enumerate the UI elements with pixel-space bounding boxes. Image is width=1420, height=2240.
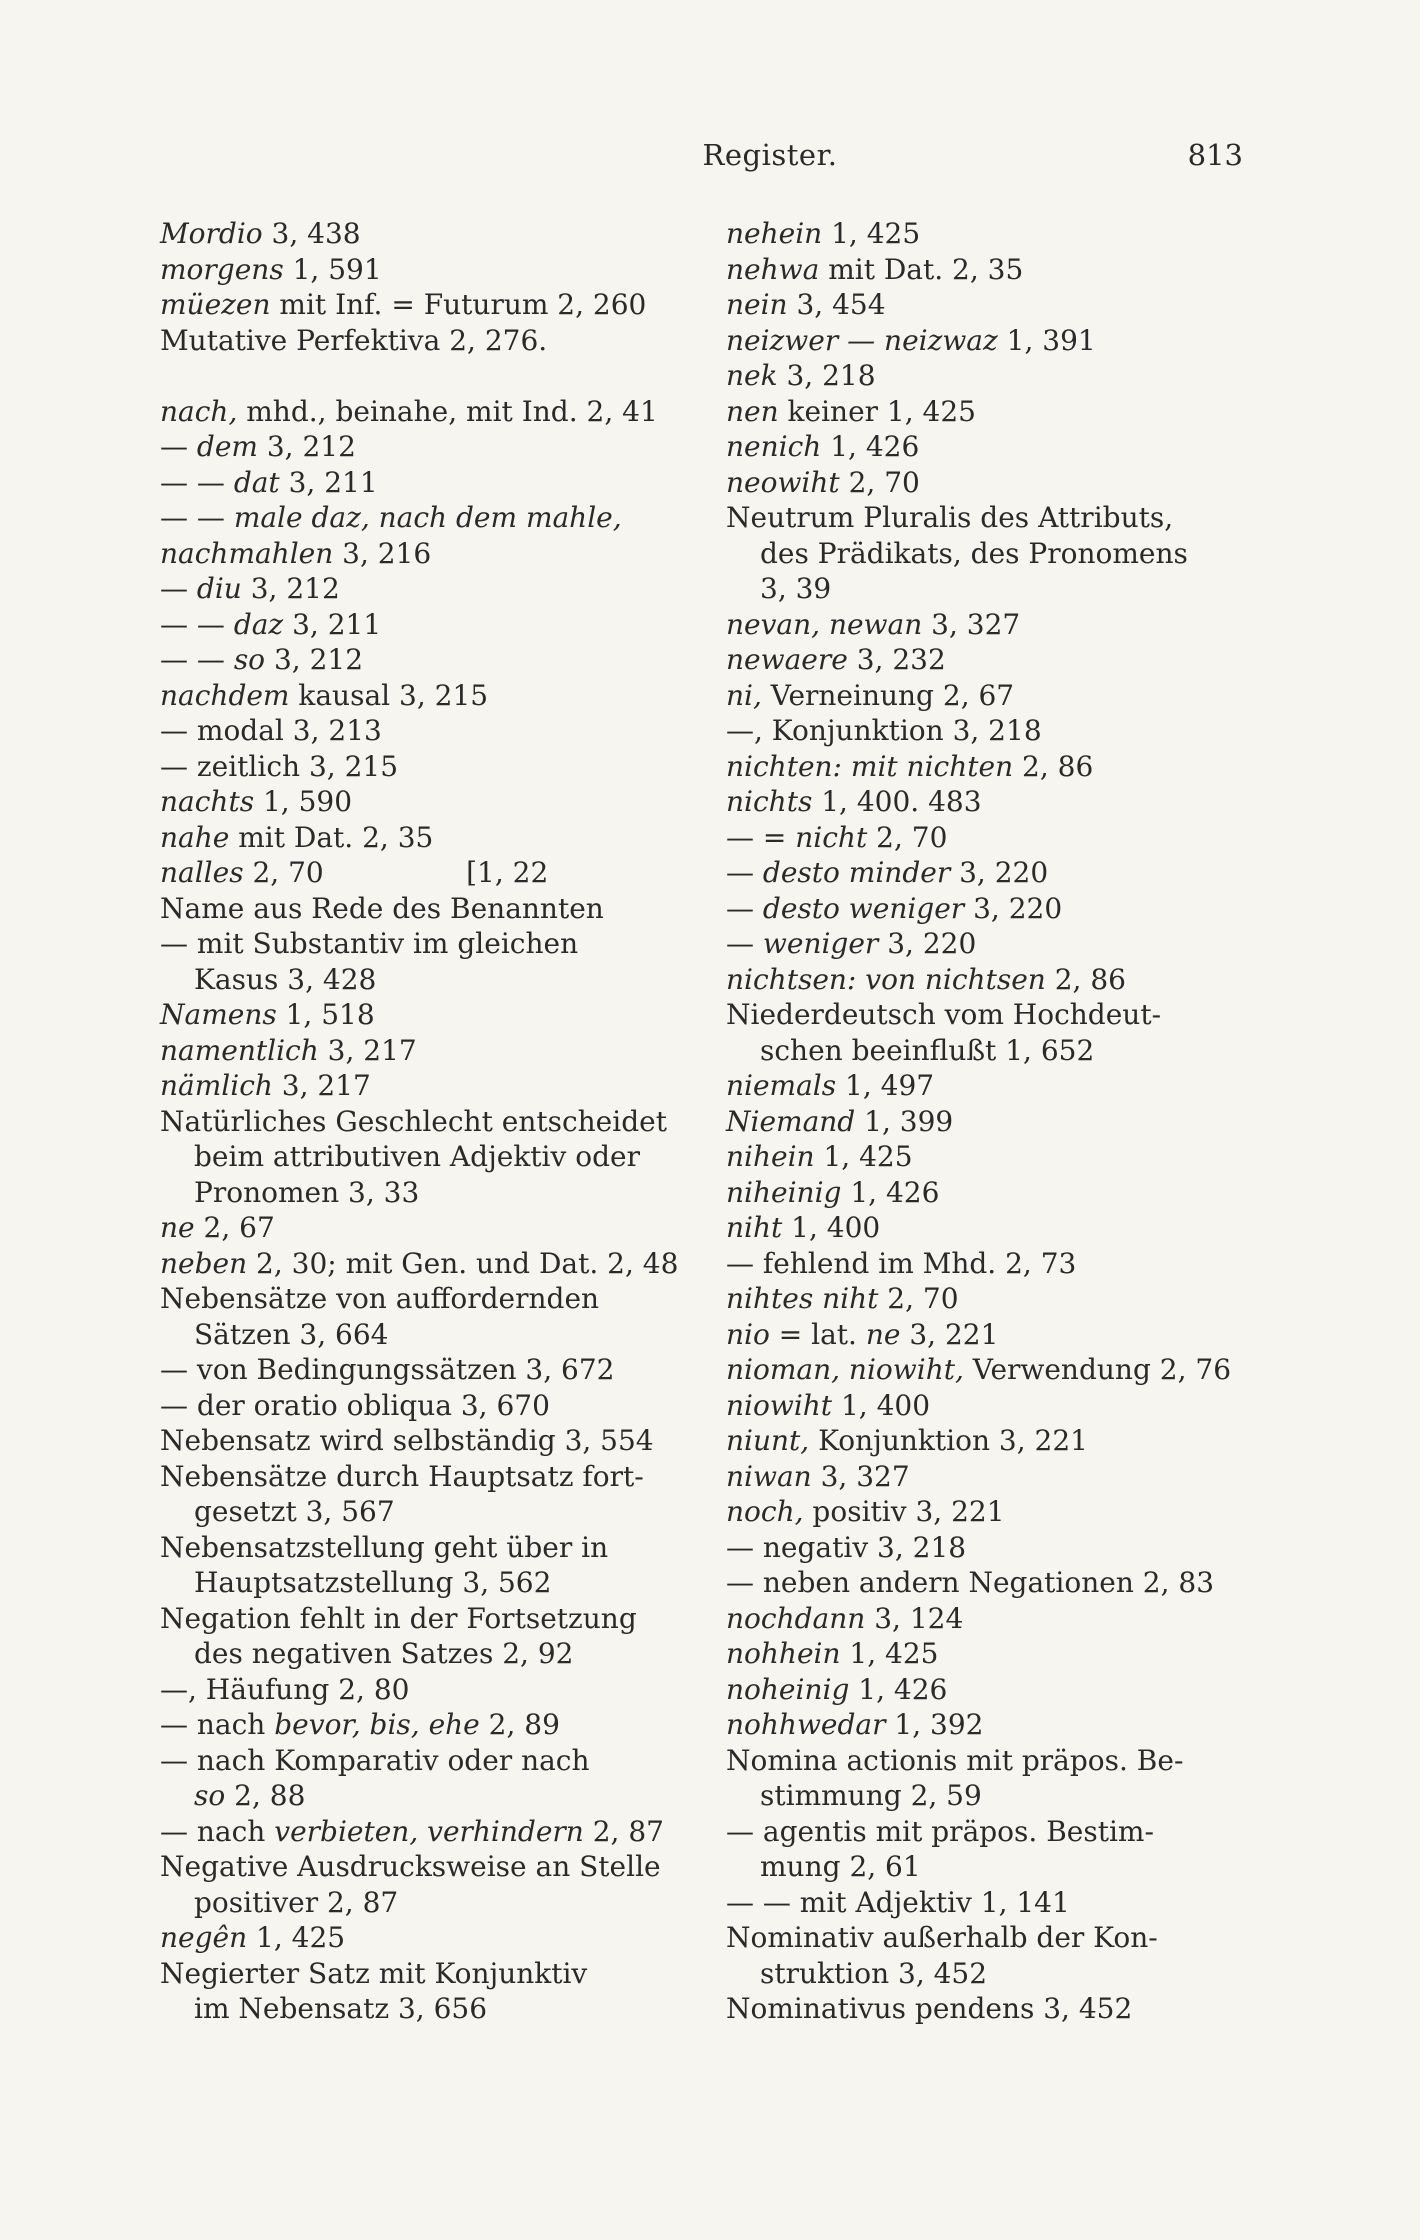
index-text: 2, 70 [1, 22 [243, 856, 549, 889]
index-line [160, 1956, 676, 1992]
index-text: 3, 212 [241, 572, 340, 605]
index-line [160, 252, 676, 288]
index-text: — nach [160, 1708, 275, 1741]
index-text: Konjunktion 3, 221 [809, 1424, 1088, 1457]
index-text: Name aus Rede des Benannten [160, 891, 604, 925]
index-line [726, 1281, 1244, 1317]
index-line [160, 500, 676, 536]
index-term: nachmahlen [160, 536, 334, 570]
index-line [726, 1707, 1244, 1743]
index-text: 3, 124 [865, 1601, 964, 1635]
index-line [160, 642, 676, 678]
index-text: schen beeinflußt 1, 652 [760, 1033, 1095, 1067]
index-term: nioman, niowiht, [726, 1353, 964, 1386]
index-text: 3, 211 [283, 607, 382, 641]
index-text: Negative Ausdrucksweise an Stelle [160, 1850, 661, 1883]
index-text: Natürliches Geschlecht entscheidet [160, 1104, 667, 1138]
index-term: nachdem [160, 678, 290, 712]
index-text: — mit Substantiv im gleichen [160, 927, 579, 960]
index-text: struktion 3, 452 [760, 1956, 988, 1990]
index-line [160, 536, 676, 572]
index-term: noheinig [726, 1672, 850, 1706]
index-line [726, 855, 1244, 891]
index-text: 3, 39 [760, 572, 832, 605]
index-term: nicht [795, 820, 868, 854]
index-text: mit Inf. = Futurum 2, 260 [270, 288, 647, 321]
index-line [726, 536, 1244, 572]
index-term: neizwer — neizwaz [726, 323, 998, 357]
index-term: neowiht [726, 465, 840, 499]
index-text: keiner 1, 425 [778, 394, 976, 428]
index-line [726, 1388, 1244, 1424]
index-term: namentlich [160, 1033, 319, 1067]
index-line [726, 1459, 1244, 1495]
index-term: nehein [726, 217, 823, 250]
index-term: niunt, [726, 1424, 810, 1457]
index-text: —, Konjunktion 3, 218 [726, 714, 1042, 747]
index-line [726, 1494, 1244, 1530]
index-line [160, 891, 676, 927]
index-line [726, 500, 1244, 536]
index-line [726, 1139, 1244, 1175]
index-term: daz [233, 607, 284, 641]
index-text: 1, 425 [814, 1140, 913, 1173]
index-line [160, 1530, 676, 1566]
index-line [726, 252, 1244, 288]
index-line [726, 465, 1244, 501]
index-text: 1, 400 [782, 1211, 881, 1244]
index-text: mhd., beinahe, mit Ind. 2, 41 [237, 394, 658, 428]
page-number: 813 [1187, 138, 1243, 172]
index-line [160, 855, 676, 891]
index-line [160, 1175, 676, 1211]
index-text: 3, 327 [811, 1459, 910, 1493]
index-line [726, 1636, 1244, 1672]
index-text: — fehlend im Mhd. 2, 73 [726, 1246, 1077, 1280]
index-text: — [160, 572, 197, 605]
index-line [726, 713, 1244, 749]
index-text: Nominativus pendens 3, 452 [726, 1992, 1133, 2025]
index-line [160, 394, 676, 430]
index-line [160, 1849, 676, 1885]
index-text: Nominativ außerhalb der Kon- [726, 1921, 1158, 1954]
index-term: male daz, nach dem mahle, [233, 501, 622, 534]
index-text: 3, 232 [847, 643, 946, 676]
index-line [160, 1104, 676, 1140]
index-term: niwan [726, 1459, 812, 1493]
index-text: — [726, 891, 763, 925]
index-text: 3, 211 [279, 465, 378, 499]
index-text: Negierter Satz mit Konjunktiv [160, 1956, 588, 1990]
index-term: dem [196, 430, 258, 463]
index-line [160, 1033, 676, 1069]
index-line [726, 1423, 1244, 1459]
index-term: dat [233, 465, 280, 499]
index-text: mung 2, 61 [760, 1850, 921, 1883]
index-line [726, 1885, 1244, 1921]
index-term: verbieten, verhindern [274, 1814, 584, 1848]
index-text: 2, 87 [583, 1814, 664, 1848]
index-line [726, 926, 1244, 962]
index-text: Nomina actionis mit präpos. Be- [726, 1743, 1184, 1777]
index-text: 1, 426 [841, 1175, 940, 1209]
index-line [160, 1281, 676, 1317]
index-text: 3, 217 [318, 1033, 417, 1067]
index-line [160, 1459, 676, 1495]
index-column-right [726, 216, 1244, 2027]
index-line [726, 1849, 1244, 1885]
index-text: mit Dat. 2, 35 [229, 820, 434, 854]
index-line [726, 1175, 1244, 1211]
index-term: nein [726, 288, 788, 321]
index-text: Neutrum Pluralis des Attributs, [726, 501, 1174, 534]
index-text: — zeitlich 3, 215 [160, 749, 399, 783]
index-term: nichten: mit nichten [726, 749, 1014, 783]
index-text: 3, 327 [922, 607, 1021, 641]
index-line [726, 1317, 1244, 1353]
index-text: beim attributiven Adjektiv oder [194, 1140, 640, 1173]
index-line [160, 1139, 676, 1175]
index-term: Namens [160, 998, 277, 1031]
index-term: ne [865, 1317, 901, 1351]
index-term: so [233, 643, 266, 676]
index-line [160, 1707, 676, 1743]
index-line [160, 1317, 676, 1353]
index-line [726, 358, 1244, 394]
index-text: 2, 70 [839, 465, 920, 499]
index-line [160, 323, 676, 359]
index-text: — [726, 856, 763, 889]
index-line [726, 394, 1244, 430]
index-text: —, Häufung 2, 80 [160, 1672, 410, 1706]
index-line [160, 287, 676, 323]
index-line [726, 429, 1244, 465]
index-text: 1, 425 [247, 1921, 346, 1954]
index-line [726, 678, 1244, 714]
index-line [160, 1246, 679, 1282]
index-line [160, 571, 676, 607]
index-term: nio [726, 1317, 770, 1351]
index-term: niowiht [726, 1388, 833, 1422]
index-text: 3, 218 [777, 359, 876, 392]
index-term: so [194, 1779, 226, 1812]
index-term: nachts [160, 785, 255, 818]
index-line [160, 1210, 676, 1246]
index-text: 3, 220 [964, 891, 1063, 925]
index-line [160, 1494, 676, 1530]
index-line [726, 1210, 1244, 1246]
index-text: 1, 426 [849, 1672, 948, 1706]
index-line [160, 820, 676, 856]
index-text: 1, 391 [997, 323, 1096, 357]
index-line [726, 323, 1244, 359]
index-text: 3, 212 [257, 430, 356, 463]
index-line [160, 1352, 676, 1388]
index-line [160, 1068, 676, 1104]
index-term: Niemand [726, 1104, 856, 1138]
index-line [160, 1991, 676, 2027]
index-term: ni, [726, 678, 762, 712]
index-line [160, 1388, 676, 1424]
index-line [160, 749, 676, 785]
index-text: 1, 518 [276, 998, 375, 1031]
index-term: ne [160, 1211, 195, 1244]
index-line [726, 571, 1244, 607]
index-text: 1, 392 [885, 1708, 984, 1741]
index-line [726, 1565, 1244, 1601]
index-text: 1, 399 [855, 1104, 954, 1138]
index-term: desto weniger [762, 891, 965, 925]
index-text: 1, 400 [832, 1388, 931, 1422]
index-term: nahe [160, 820, 230, 854]
index-text: — der oratio obliqua 3, 670 [160, 1388, 550, 1422]
index-text: 2, 89 [479, 1708, 560, 1741]
index-text: — neben andern Negationen 2, 83 [726, 1566, 1215, 1599]
index-term: müezen [160, 288, 271, 321]
index-term: weniger [762, 927, 879, 960]
index-text: im Nebensatz 3, 656 [194, 1992, 488, 2025]
index-text: 3, 438 [262, 217, 361, 250]
index-line [160, 997, 676, 1033]
index-term: nohhwedar [726, 1708, 886, 1741]
index-line [726, 607, 1244, 643]
index-line [726, 891, 1244, 927]
index-text: — — [160, 643, 234, 676]
index-text: des negativen Satzes 2, 92 [194, 1637, 574, 1670]
index-line [726, 962, 1244, 998]
index-text: Nebensatzstellung geht über in [160, 1530, 609, 1564]
index-line [160, 784, 676, 820]
index-line [726, 1743, 1244, 1779]
index-line [160, 1814, 676, 1850]
index-text: Negation fehlt in der Fortsetzung [160, 1601, 637, 1635]
index-text: 2, 70 [867, 820, 948, 854]
index-text: Mutative Perfektiva 2, 276. [160, 323, 548, 357]
index-line [160, 465, 676, 501]
index-text: 3, 216 [333, 536, 432, 570]
index-text: 1, 426 [821, 430, 920, 463]
index-text: — agentis mit präpos. Bestim- [726, 1814, 1154, 1848]
index-text: 3, 221 [900, 1317, 999, 1351]
index-text: — nach [160, 1814, 275, 1848]
index-text: — von Bedingungssätzen 3, 672 [160, 1353, 615, 1386]
index-line [726, 216, 1244, 252]
index-term: nevan, newan [726, 607, 923, 641]
index-text: Niederdeutsch vom Hochdeut- [726, 998, 1162, 1031]
index-term: nochdann [726, 1601, 866, 1635]
index-text: = lat. [769, 1317, 866, 1351]
index-text: — [726, 927, 763, 960]
index-text: 2, 30; mit Gen. und Dat. 2, 48 [247, 1246, 679, 1280]
index-text: des Prädikats, des Pronomens [760, 536, 1188, 570]
index-text: 3, 217 [272, 1069, 371, 1102]
index-text: — — mit Adjektiv 1, 141 [726, 1885, 1070, 1919]
index-term: nehwa [726, 252, 820, 286]
index-text: — negativ 3, 218 [726, 1530, 967, 1564]
index-line [726, 1672, 1244, 1708]
index-text: — modal 3, 213 [160, 714, 382, 747]
index-line [160, 1885, 676, 1921]
index-line [726, 642, 1244, 678]
index-text: — — [160, 607, 234, 641]
index-term: Mordio [160, 217, 263, 250]
index-text: 3, 220 [878, 927, 977, 960]
index-term: niht [726, 1211, 783, 1244]
index-line [160, 1423, 676, 1459]
index-text: 2, 67 [194, 1211, 275, 1244]
index-text: 1, 591 [283, 252, 382, 286]
running-header-title: Register. [702, 138, 838, 172]
index-text: 1, 425 [840, 1637, 939, 1670]
index-line [726, 1530, 1244, 1566]
index-text: mit Dat. 2, 35 [819, 252, 1024, 286]
index-line [160, 926, 676, 962]
index-term: nämlich [160, 1069, 273, 1102]
index-text: 1, 590 [254, 785, 353, 818]
index-text: Nebensätze von auffordernden [160, 1282, 600, 1315]
index-text: 3, 454 [787, 288, 886, 321]
index-line [160, 1565, 676, 1601]
index-line [160, 1672, 676, 1708]
index-text: positiver 2, 87 [194, 1885, 399, 1919]
index-term: nichts [726, 785, 813, 818]
index-term: noch, [726, 1495, 804, 1528]
index-line [160, 1743, 676, 1779]
index-text: Hauptsatzstellung 3, 562 [194, 1566, 552, 1599]
index-line [726, 820, 1244, 856]
index-text: — nach Komparativ oder nach [160, 1743, 590, 1777]
index-line [726, 1033, 1244, 1069]
index-line [160, 1601, 676, 1637]
index-text: Pronomen 3, 33 [194, 1175, 420, 1209]
index-line [726, 1956, 1244, 1992]
index-text: 2, 86 [1045, 962, 1126, 996]
index-text: kausal 3, 215 [289, 678, 489, 712]
index-line [726, 1352, 1244, 1388]
index-line [726, 1068, 1244, 1104]
index-line [160, 962, 676, 998]
index-column-left [160, 216, 679, 2027]
index-line [160, 216, 676, 252]
index-line [726, 287, 1244, 323]
index-text: Verwendung 2, 76 [963, 1353, 1232, 1386]
index-line [726, 1246, 1244, 1282]
index-term: nihein [726, 1140, 815, 1173]
index-line [726, 1991, 1244, 2027]
index-term: neben [160, 1246, 248, 1280]
index-text: 1, 497 [836, 1069, 935, 1102]
index-term: nichtsen: von nichtsen [726, 962, 1046, 996]
index-line [160, 1778, 676, 1814]
index-line [160, 1636, 676, 1672]
index-term: diu [196, 572, 242, 605]
index-text: gesetzt 3, 567 [194, 1495, 395, 1528]
index-line [726, 1601, 1244, 1637]
index-term: desto minder [762, 856, 951, 889]
index-text: — [160, 430, 197, 463]
index-term: niemals [726, 1069, 837, 1102]
index-text: Nebensatz wird selbständig 3, 554 [160, 1424, 654, 1457]
index-text: 1, 425 [822, 217, 921, 250]
index-term: newaere [726, 643, 848, 676]
index-term: bevor, bis, ehe [274, 1708, 480, 1741]
index-text: 3, 212 [265, 643, 364, 676]
index-term: nek [726, 359, 778, 392]
index-line [726, 1814, 1244, 1850]
index-text: positiv 3, 221 [803, 1495, 1005, 1528]
index-text: Kasus 3, 428 [194, 962, 377, 996]
index-line [726, 1778, 1244, 1814]
index-line [160, 429, 676, 465]
index-line [726, 749, 1244, 785]
index-text: — — [160, 501, 234, 534]
index-text: 2, 70 [878, 1282, 959, 1315]
index-term: nalles [160, 856, 244, 889]
index-text: Sätzen 3, 664 [194, 1317, 389, 1351]
index-line [726, 784, 1244, 820]
index-term: nihtes niht [726, 1282, 879, 1315]
index-line [160, 678, 676, 714]
index-text: — = [726, 820, 796, 854]
index-text: 1, 400. 483 [812, 785, 982, 818]
index-term: nach, [160, 394, 238, 428]
index-text: Verneinung 2, 67 [761, 678, 1015, 712]
index-term: nenich [726, 430, 822, 463]
index-text: 3, 220 [950, 856, 1049, 889]
index-term: niheinig [726, 1175, 842, 1209]
index-line [160, 607, 676, 643]
index-text: — — [160, 465, 234, 499]
index-line [160, 358, 676, 394]
index-line [726, 1104, 1244, 1140]
index-text: 2, 88 [225, 1779, 306, 1812]
index-term: nen [726, 394, 779, 428]
index-term: morgens [160, 252, 284, 286]
index-text: stimmung 2, 59 [760, 1779, 982, 1812]
index-line [726, 1920, 1244, 1956]
index-line [726, 997, 1244, 1033]
index-line [160, 713, 676, 749]
index-text: 2, 86 [1013, 749, 1094, 783]
index-term: nohhein [726, 1637, 841, 1670]
index-text: Nebensätze durch Hauptsatz fort- [160, 1459, 644, 1493]
index-term: negên [160, 1921, 248, 1954]
index-line [160, 1920, 676, 1956]
